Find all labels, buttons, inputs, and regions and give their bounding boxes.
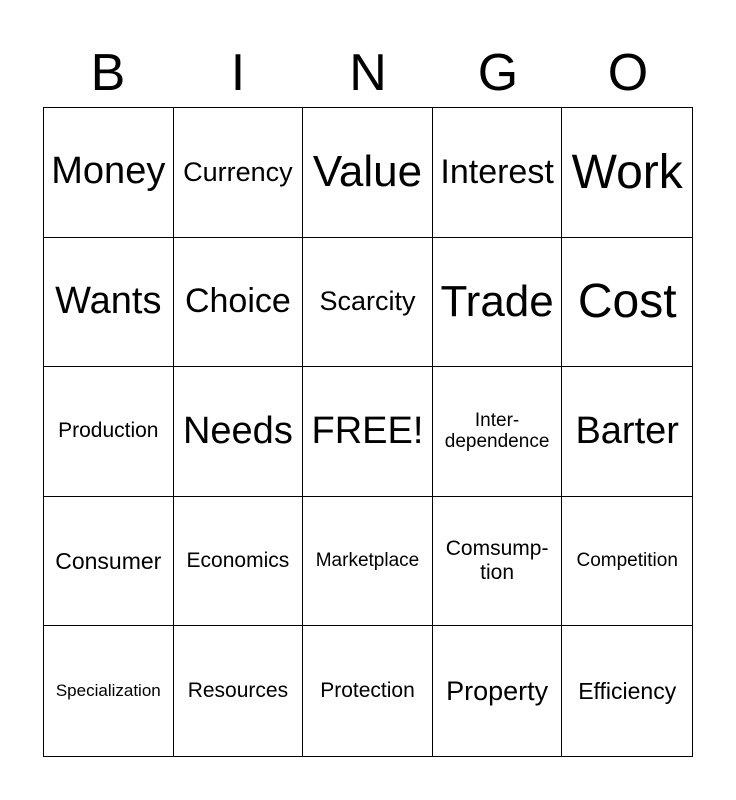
bingo-cell: Protection [303, 626, 433, 756]
header-letter-n: N [349, 44, 387, 102]
bingo-cell: Wants [44, 238, 174, 368]
bingo-cell: Value [303, 108, 433, 238]
bingo-cell: Needs [174, 367, 304, 497]
bingo-cell: Money [44, 108, 174, 238]
bingo-cell: Scarcity [303, 238, 433, 368]
bingo-cell: Efficiency [578, 677, 677, 704]
header-letter-b: B [90, 44, 126, 102]
header-letter-o: O [607, 44, 649, 102]
bingo-cell: Choice [174, 238, 304, 368]
bingo-cell: Consumer [44, 497, 174, 627]
bingo-cell: Currency [174, 108, 304, 238]
bingo-cell: Resources [174, 626, 304, 756]
bingo-cell: Specialization [44, 626, 174, 756]
bingo-header [43, 42, 693, 104]
free-space: FREE! [303, 367, 433, 497]
bingo-cell: Economics [174, 497, 304, 627]
header-letter-g: G [477, 44, 519, 102]
bingo-cell: Inter- dependence [433, 367, 563, 497]
bingo-cell: Marketplace [303, 497, 433, 627]
bingo-cell: Property [433, 626, 563, 756]
bingo-cell: Trade [433, 238, 563, 368]
bingo-cell: Production [44, 367, 174, 497]
bingo-cell: Interest [433, 108, 563, 238]
bingo-cell: Barter [562, 367, 692, 497]
bingo-cell: Competition [562, 497, 692, 627]
bingo-cell: Cost [562, 238, 692, 368]
header-letter-i: I [230, 44, 246, 102]
bingo-cell: Comsump- tion [433, 497, 563, 627]
bingo-board [43, 107, 693, 757]
bingo-cell: Work [562, 108, 692, 238]
